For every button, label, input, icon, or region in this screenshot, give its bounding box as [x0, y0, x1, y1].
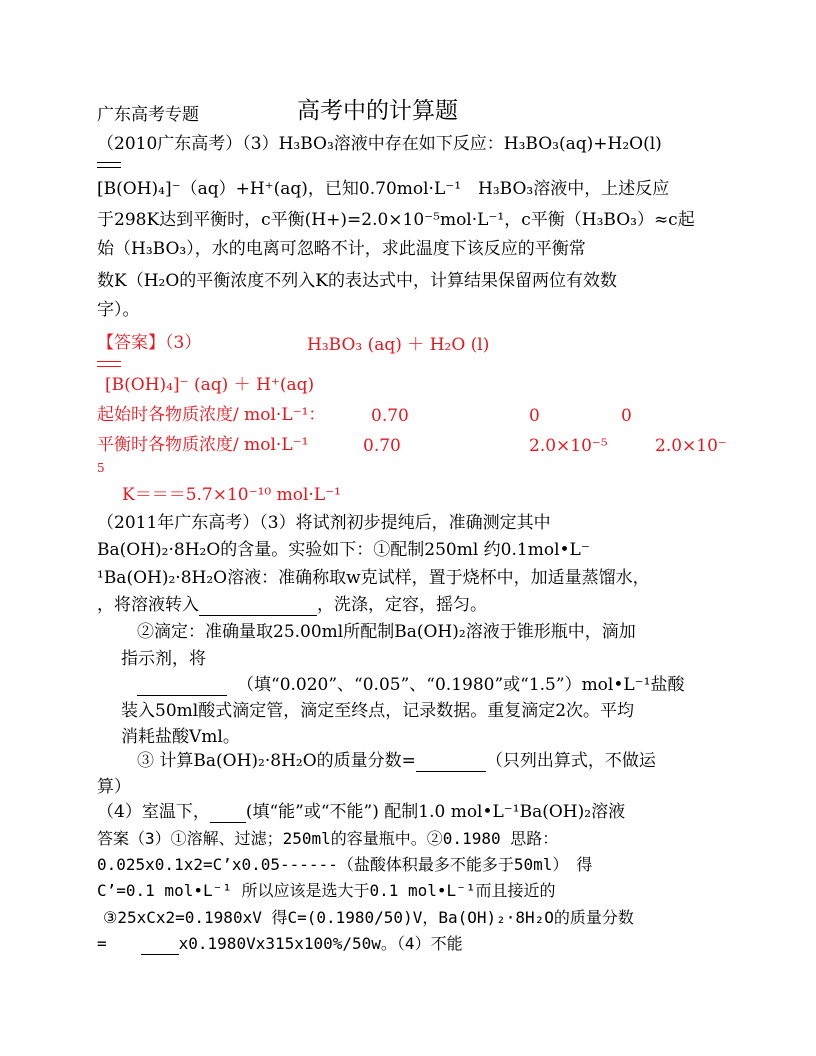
- a2-line-5-start: =: [97, 934, 107, 953]
- fill-blank-2[interactable]: [137, 679, 227, 696]
- q1-line-4: 始（H₃BO₃），水的电离可忽略不计，求此温度下该反应的平衡常: [97, 239, 586, 259]
- q2-line-10: [137, 750, 656, 772]
- fill-blank-1[interactable]: [199, 599, 317, 616]
- q2-line-6: 指示剂，将: [121, 649, 206, 669]
- q2-line-12: [97, 801, 625, 823]
- fill-blank-4[interactable]: [210, 806, 246, 823]
- q2-line-10-end: （只列出算式，不做运: [485, 751, 656, 771]
- q2-line-12-end: (填“能”或“不能”) 配制1.0 mol•L⁻¹Ba(OH)₂溶液: [245, 802, 626, 822]
- equilibrium-arrow-icon: [97, 158, 121, 172]
- fill-blank-5[interactable]: [141, 938, 179, 955]
- q2-line-4-start: ，将溶液转入: [97, 595, 199, 615]
- equilibrium-constant: K＝＝＝5.7×10⁻¹⁰ mol·L⁻¹: [122, 485, 341, 505]
- q2-line-7: [137, 674, 684, 696]
- answer-label: 【答案】（3）: [97, 333, 202, 353]
- q1-line-1: （2010广东高考）（3）H₃BO₃溶液中存在如下反应：H₃BO₃(aq)+H₂O(l): [97, 134, 662, 154]
- a2-line-4: ③25xCx2=0.1980xV 得C=(0.1980/50)V，Ba(OH)₂·8H₂O的质量分数: [103, 908, 634, 927]
- answer-eq-left: H₃BO₃ (aq) ＋ H₂O (l): [307, 335, 490, 355]
- q2-line-7-text: （填“0.020”、“0.05”、“0.1980”或“1.5”）mol•L⁻¹盐酸: [237, 675, 685, 695]
- q2-line-4-end: ，洗涤，定容，摇匀。: [317, 595, 487, 615]
- a2-line-2: 0.025x0.1x2=C’x0.05------（盐酸体积最多不能多于50ml） 得: [97, 855, 593, 874]
- answer-eq-right: [B(OH)₄]⁻ (aq) ＋ H⁺(aq): [105, 375, 315, 395]
- a2-line-1: 答案（3）①溶解、过滤；250ml的容量瓶中。②0.1980 思路：: [97, 829, 559, 848]
- q2-line-11: 算）: [97, 777, 131, 797]
- q2-line-12-start: （4）室温下，: [97, 802, 210, 822]
- equilibrium-conc-value-3-wrap: 5: [97, 461, 105, 475]
- q1-line-6: 字）。: [97, 300, 140, 320]
- q1-line-2: [B(OH)₄]⁻（aq）+H⁺(aq)，已知0.70mol·L⁻¹ H₃BO₃溶液中，上述反应: [97, 179, 670, 199]
- q2-line-9: 消耗盐酸Vml。: [121, 727, 240, 747]
- q2-line-4: [97, 594, 487, 616]
- a2-line-5-end: x0.1980Vx315x100%/50w。（4）不能: [178, 934, 463, 953]
- equilibrium-conc-label: 平衡时各物质浓度/ mol·L⁻¹: [97, 435, 309, 455]
- initial-conc-value-2: 0: [529, 406, 540, 426]
- q1-line-5: 数K（H₂O的平衡浓度不列入K的表达式中，计算结果保留两位有效数: [97, 271, 617, 291]
- equilibrium-conc-value-2: 2.0×10⁻⁵: [529, 436, 608, 456]
- series-label: 广东高考专题: [97, 105, 199, 125]
- initial-conc-value-1: 0.70: [371, 406, 409, 426]
- q1-line-3: 于298K达到平衡时，c平衡(H+)=2.0×10⁻⁵mol·L⁻¹，c平衡（H₃BO₃）≈c起: [97, 210, 695, 230]
- initial-conc-value-3: 0: [621, 406, 632, 426]
- equilibrium-arrow-icon: [97, 357, 121, 371]
- initial-conc-label: 起始时各物质浓度/ mol·L⁻¹：: [97, 405, 326, 425]
- q2-line-3: ¹Ba(OH)₂·8H₂O溶液：准确称取w克试样，置于烧杯中，加适量蒸馏水，: [97, 568, 650, 588]
- a2-line-3: C’=0.1 mol•L⁻¹ 所以应该是选大于0.1 mol•L⁻¹而且接近的: [97, 881, 556, 900]
- equilibrium-conc-value-1: 0.70: [363, 436, 401, 456]
- q2-line-1: （2011年广东高考）（3）将试剂初步提纯后，准确测定其中: [97, 513, 551, 533]
- q2-line-5: ②滴定：准确量取25.00ml所配制Ba(OH)₂溶液于锥形瓶中，滴加: [137, 622, 636, 642]
- a2-line-5: [97, 933, 463, 955]
- q2-line-8: 装入50ml酸式滴定管，滴定至终点，记录数据。重复滴定2次。平均: [121, 701, 635, 721]
- fill-blank-3[interactable]: [416, 755, 486, 772]
- q2-line-10-start: ③ 计算Ba(OH)₂·8H₂O的质量分数=: [137, 751, 416, 771]
- q2-line-2: Ba(OH)₂·8H₂O的含量。实验如下：①配制250ml 约0.1mol•L⁻: [97, 540, 590, 560]
- page-title: 高考中的计算题: [297, 98, 458, 124]
- equilibrium-conc-value-3: 2.0×10⁻: [655, 436, 727, 456]
